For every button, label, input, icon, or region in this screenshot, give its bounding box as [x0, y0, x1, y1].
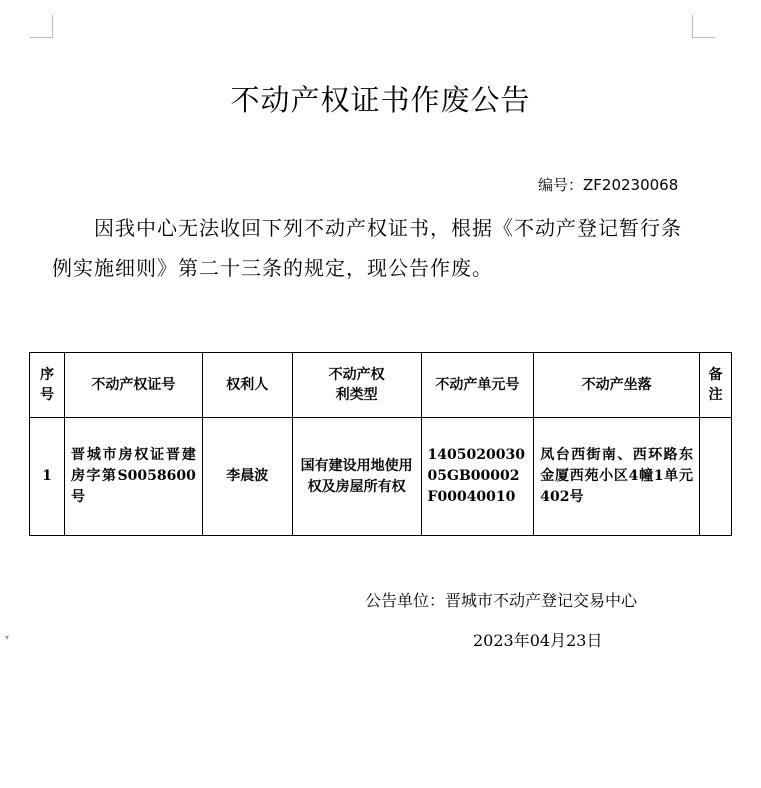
notice-date: 2023年04月23日	[473, 631, 603, 650]
certificate-table	[29, 352, 732, 536]
cell-remark	[699, 418, 731, 536]
header-unit-no: 不动产单元号	[421, 353, 534, 418]
notice-body: 因我中心无法收回下列不动产权证书，根据《不动产登记暂行条例实施细则》第二十三条的规定，现公告作废。	[52, 216, 682, 280]
header-right-type: 不动产权利类型	[292, 353, 421, 418]
cell-location: 凤台西街南、西环路东金厦西苑小区4幢1单元402号	[534, 418, 700, 536]
document-number: 编号：ZF20230068	[538, 176, 679, 194]
header-cert-no: 不动产权证号	[64, 353, 202, 418]
notice-title: 不动产权证书作废公告	[230, 83, 531, 117]
cell-owner: 李晨波	[202, 418, 292, 536]
cell-cert-no: 晋城市房权证晋建房字第S0058600号	[64, 418, 202, 536]
header-location: 不动产坐落	[534, 353, 700, 418]
header-remark: 备注	[699, 353, 731, 418]
cell-unit-no: 140502003005GB00002F00040010	[421, 418, 534, 536]
cell-right-type: 国有建设用地使用权及房屋所有权	[292, 418, 421, 536]
cell-seq: 1	[30, 418, 65, 536]
issuing-unit: 公告单位：晋城市不动产登记交易中心	[365, 591, 638, 610]
page-corner-mark-top-right	[692, 15, 715, 38]
table-row	[30, 418, 732, 536]
page-corner-mark-top-left	[30, 15, 53, 38]
header-owner: 权利人	[202, 353, 292, 418]
table-header-row	[30, 353, 732, 418]
margin-arrow-icon: ▾	[5, 633, 10, 642]
header-seq: 序号	[30, 353, 65, 418]
